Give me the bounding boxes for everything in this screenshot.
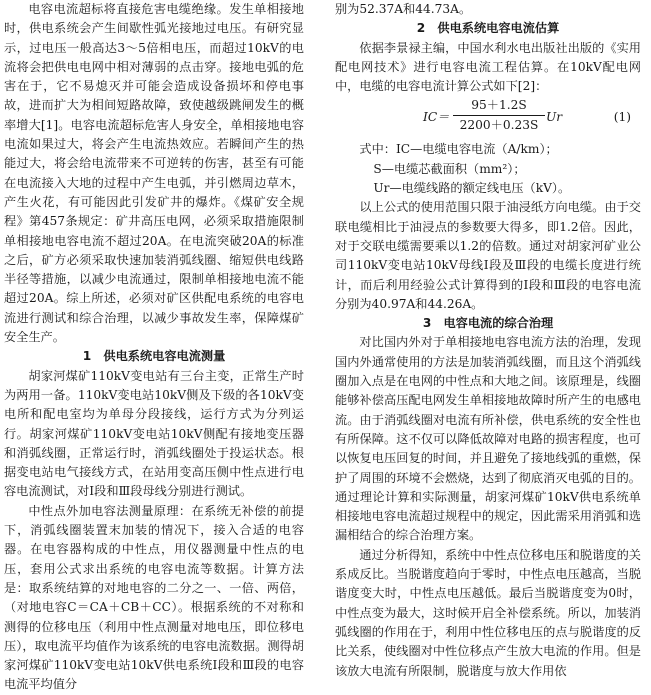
right-column xyxy=(335,0,641,681)
formula-lhs: IC＝ xyxy=(423,110,450,125)
section-heading-2: 2 供电系统电容电流估算 xyxy=(416,21,560,36)
formula-rhs: Ur xyxy=(546,110,563,125)
capacitive-current-formula xyxy=(335,96,641,140)
paragraph-detuning: 通过分析得知，系统中中性点位移电压和脱谐度的关系成反比。当脱谐度趋向于零时，中性点电压越高，当脱谐度变大时，中性点电压越低。最后当脱谐度变为0时，中性点变为最大，这时候开启全补偿系统。所以，加装消弧线圈的作用在于，利用中性位移电压的点与脱谐度的反比关系，使线圈对中性位移点产生放大电流的作用。但是该放大电流有所限制，脱谐度与放大作用依 xyxy=(335,547,641,678)
formula-definition: 式中：IC—电缆电容电流（A/km）； xyxy=(359,142,558,157)
formula-definition: Ur—电缆线路的额定线电压（kV）。 xyxy=(373,181,571,196)
paragraph-hazards: 电容电流超标将直接危害电缆绝缘。发生单相接地时，供电系统会产生间歇性弧光接地过电压。有研究显示，过电压一般高达3～5倍相电压，而超过10kV的电流将会把供电电网中相对薄弱的点击穿。接地电弧的危害在于，它不易熄灭并可能会造成设备损坏和停电事故，进而扩大为相间短路故障，致使越级跳闸发生的概率增大[1]。电容电流超标危害人身安全，单相接地电容电流如果过大，将会产生电流热效应。若瞬间产生的热能过大，将会给电流带来不可逆转的伤害，甚至有可能在电流接入大地的过程中产生电弧，并引燃周边草木，产生火花，有可能因此引发矿井的爆炸。《煤矿安全规程》第457条规定：矿井高压电网，必须采取措施限制单相接地电容电流不超过20A。在电流突破20A的标准之后，矿方必须采取快速加装消弧线圈、缩短供电线路半径等措施，以减少电流通过，限制单相接地电流不能超过20A。综上所述，必须对矿区供配电系统的电容电流进行测试和综合治理，以减少事故发生率，保障煤矿安全生产。 xyxy=(4,2,304,345)
formula-fraction xyxy=(453,96,545,135)
paragraph-estimation-intro: 依据李景禄主编，中国水利水电出版社出版的《实用配电网技术》进行电容电流工程估算。在10kV配电网中，电缆的电容电流计算公式如下[2]： xyxy=(335,40,641,94)
formula-numerator: 95＋1.2S xyxy=(453,96,545,116)
section-heading-3: 3 电容电流的综合治理 xyxy=(422,316,554,331)
paragraph-measurement-method: 中性点外加电容法测量原理：在系统无补偿的前提下，消弧线圈装置末加装的情况下，接入合适的电容器。在电容器构成的中性点，用仪器测量中性点的电压，套用公式求出系统的电容电流等数据。计算方法是：取系统结算的对地电容的二分之一、一倍、两倍，（对地电容C＝CA＋CB＋CC）。根据系统的不对称和测得的位移电压（利用中性点测量对地电压，即位移电压），取电流平均值作为该系统的电容电流数据。测得胡家河煤矿110kV变电站10kV供电系统Ⅰ段和Ⅲ段的电容电流平均值分 xyxy=(4,503,304,692)
paragraph-substation: 胡家河煤矿110kV变电站有三台主变，正常生产时为两用一备。110kV变电站10kV侧及下级的各10kV变电所和配电室均为单母分段接线，运行方式为分列运行。胡家河煤矿110kV变电站10kV侧配有接地变压器和消弧线圈，正常运行时，消弧线圈处于投运状态。根据变电站电气接线方式，在站用变高压侧中性点进行电容电流测试，对Ⅰ段和Ⅲ段母线分别进行测试。 xyxy=(4,368,304,499)
formula-denominator: 2200＋0.23S xyxy=(459,118,539,133)
section-heading-1: 1 供电系统电容电流测量 xyxy=(82,349,226,364)
formula-definition: S—电缆芯截面积（mm²）； xyxy=(373,161,526,176)
left-column xyxy=(4,0,304,695)
paragraph-treatment: 对比国内外对于单相接地电容电流方法的治理，发现国内外通常使用的方法是加装消弧线圈，而且这个消弧线圈加入点是在电网的中性点和大地之间。该原理是，线圈能够补偿高压配电网发生单相接地故障时所产生的电感电流。由于消弧线圈对电流有所补偿，供电系统的安全性也有所保障。这不仅可以降低故障对电路的损害程度，也可以恢复电压回复的时间，并且避免了接地线弧的重燃，保护了周围的环境不会燃烧，达到了彻底消灭电弧的目的。通过理论计算和实际测量，胡家河煤矿10kV供电系统单相接地电容电流超过规程中的规定，因此需采用消弧和选漏相结合的综合治理方案。 xyxy=(335,335,641,543)
paragraph-measurement-result: 别为52.37A和44.73A。 xyxy=(335,2,472,16)
paragraph-estimation-result: 以上公式的使用范围只限于油浸纸方向电缆。由于交联电缆相比于油浸点的参数要大得多，即1.2倍。因此，对于交联电缆需要乘以1.2的倍数。通过对胡家河矿业公司110kV变电站10kV母线Ⅰ段及Ⅲ段的电缆长度进行统计，而后利用经验公式计算得到的Ⅰ段和Ⅲ段的电容电流分别为40.97A和44.26A。 xyxy=(335,200,641,311)
formula-number: (1) xyxy=(613,110,631,125)
